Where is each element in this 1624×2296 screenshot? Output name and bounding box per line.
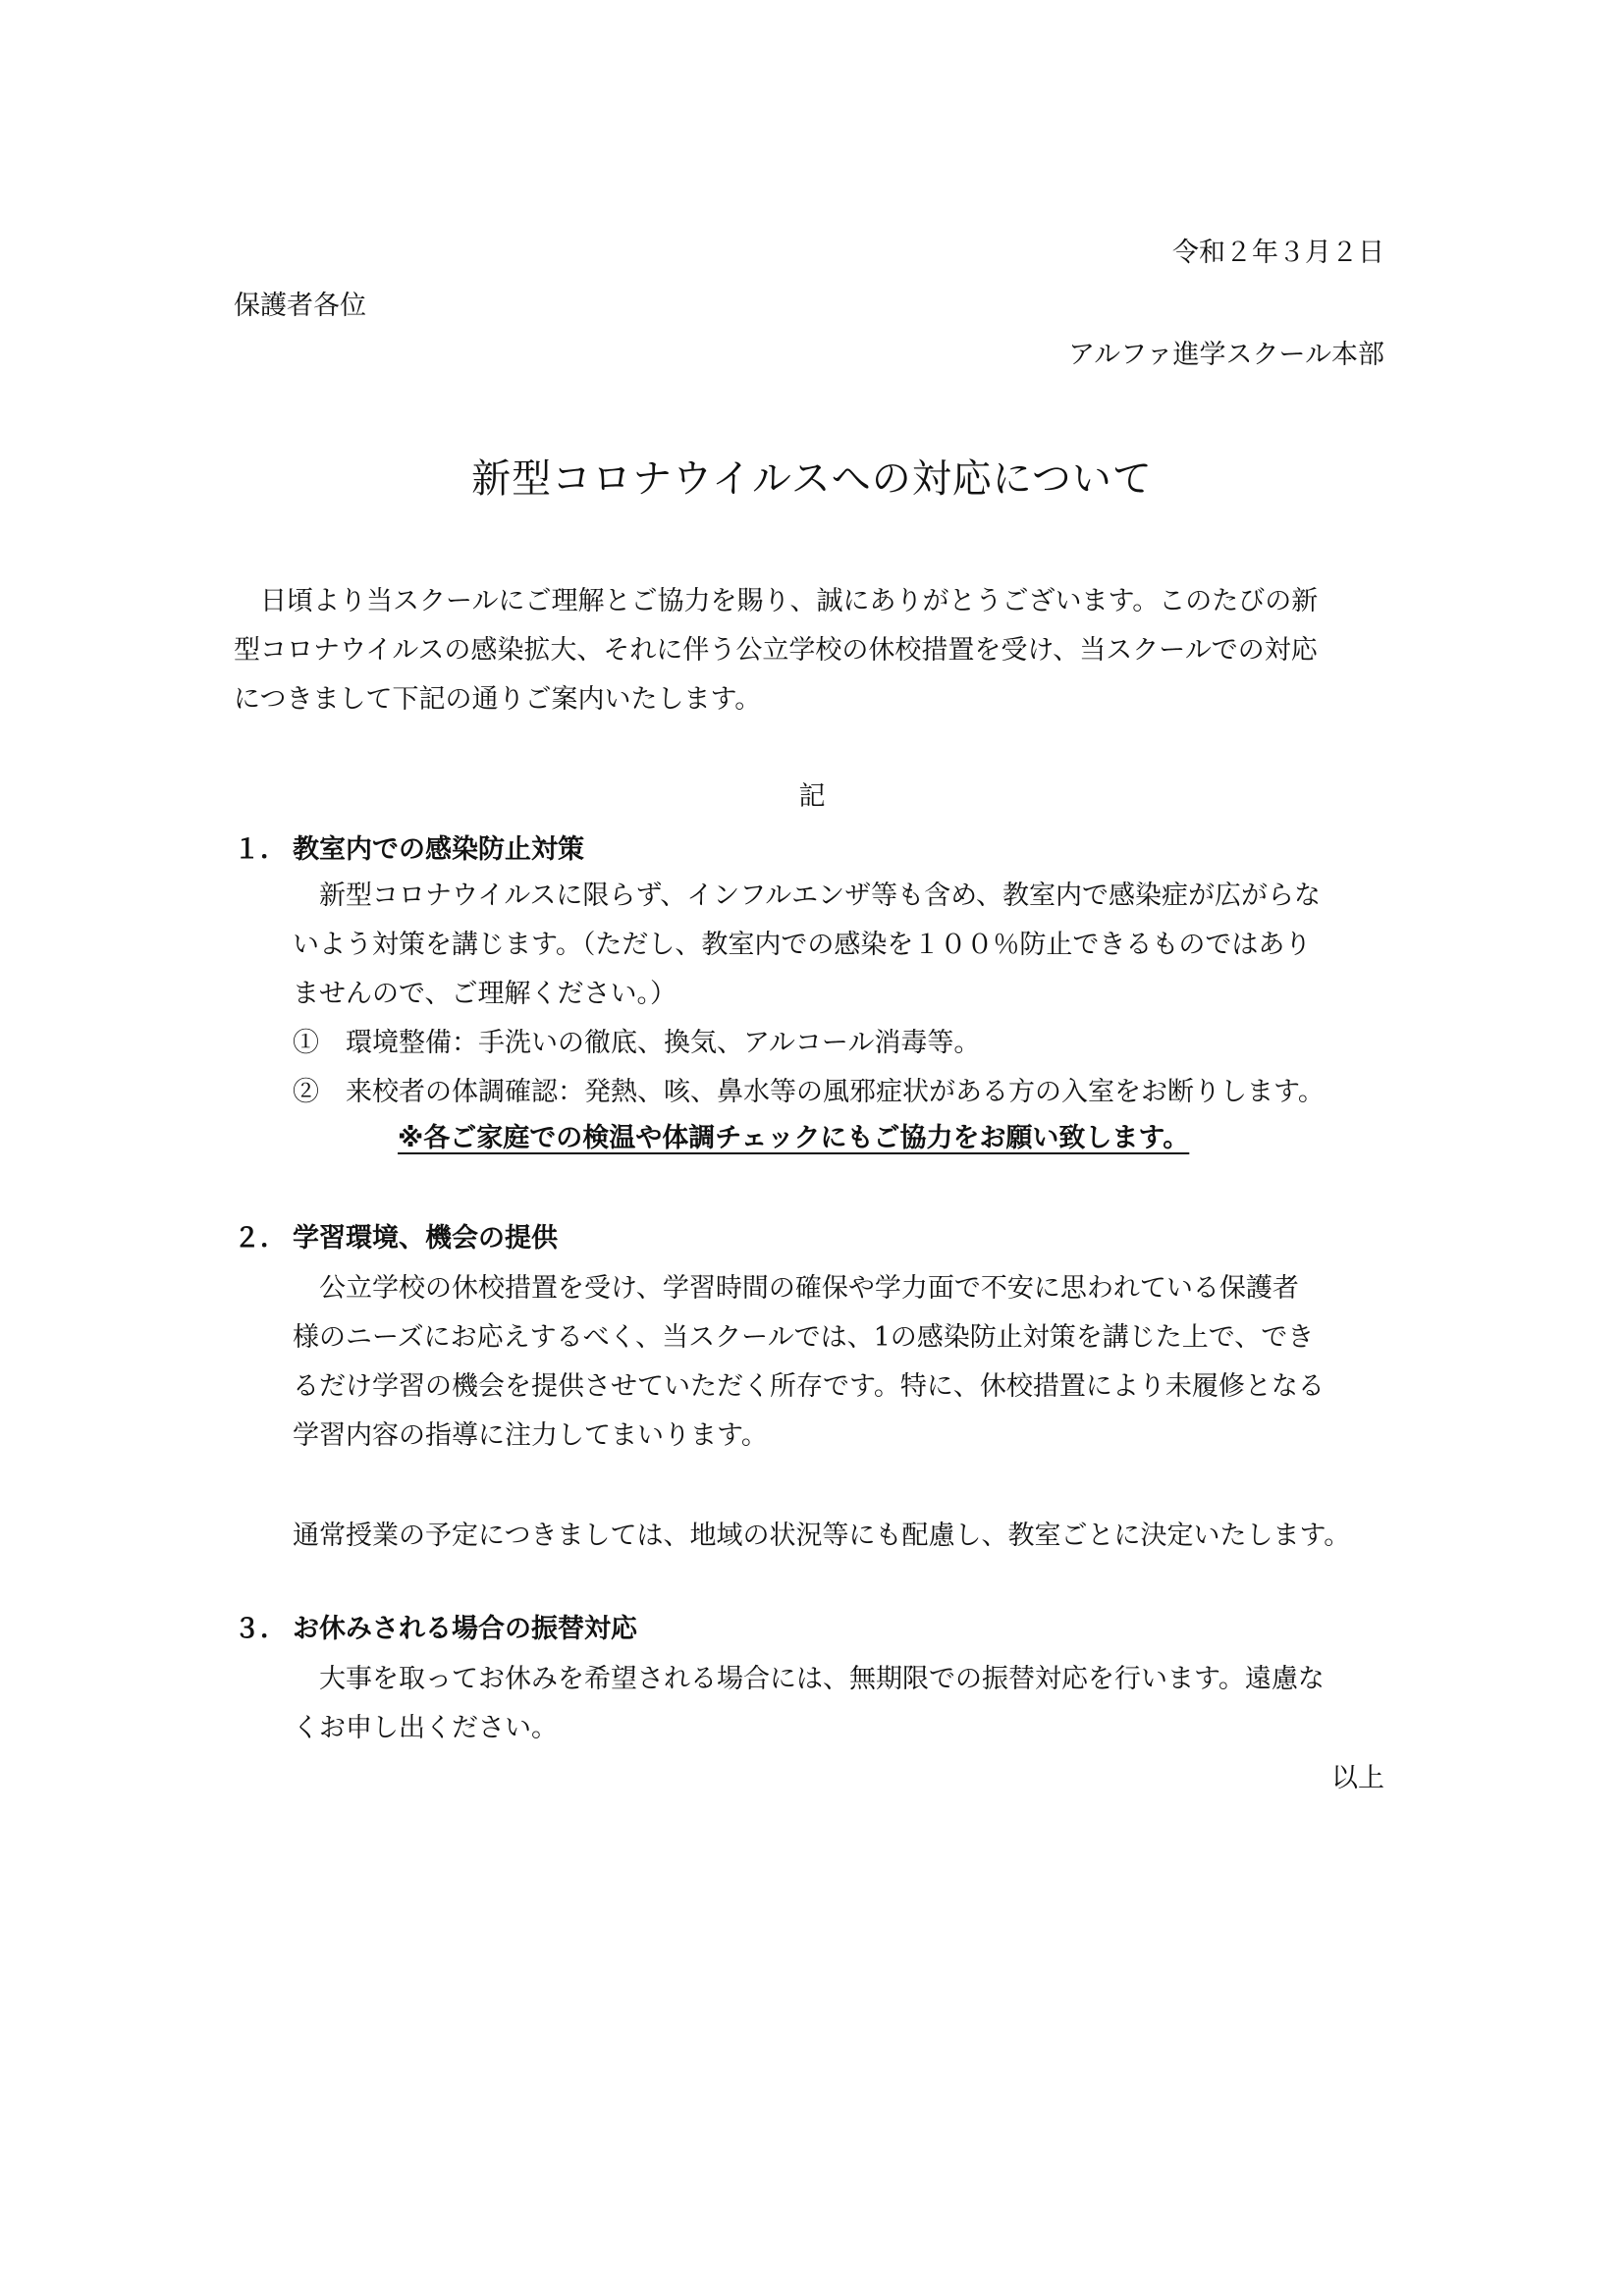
- section-title: 教室内での感染防止対策: [293, 834, 584, 865]
- body-line: 学習内容の指導に注力してまいります。: [293, 1420, 768, 1451]
- body-line: 新型コロナウイルスに限らず、インフルエンザ等も含め、教室内で感染症が広がらな: [293, 881, 1322, 911]
- section-number: ３．: [234, 1614, 287, 1644]
- closing-word: 以上: [1331, 1763, 1384, 1793]
- intro-paragraph: [234, 577, 1392, 724]
- section-1-heading: [234, 830, 584, 870]
- section-title: 学習環境、機会の提供: [293, 1223, 558, 1254]
- body-line: 様のニーズにお応えするべく、当スクールでは、1の感染防止対策を講じた上で、でき: [293, 1322, 1315, 1353]
- list-item-2: ② 来校者の体調確認：発熱、咳、鼻水等の風邪症状がある方の入室をお断りします。: [293, 1077, 1325, 1107]
- section-1-body: [293, 872, 1325, 1117]
- section-2-body: [293, 1264, 1325, 1461]
- section-3-body: [293, 1655, 1325, 1753]
- section-2-extra: [293, 1512, 1350, 1561]
- body-line: いよう対策を講じます。（ただし、教室内での感染を１００％防止できるものではあり: [293, 930, 1312, 960]
- section-2-heading: [234, 1219, 558, 1258]
- emphasis-note: ※各ご家庭での検温や体調チェックにもご協力をお願い致します。: [398, 1123, 1190, 1153]
- body-line: 大事を取ってお休みを希望される場合には、無期限での振替対応を行います。遠慮な: [293, 1664, 1325, 1694]
- intro-line: 型コロナウイルスの感染拡大、それに伴う公立学校の休校措置を受け、当スクールでの対応: [234, 635, 1318, 666]
- sender-name: アルファ進学スクール本部: [1068, 340, 1384, 370]
- intro-line: 日頃より当スクールにご理解とご協力を賜り、誠にありがとうございます。このたびの新: [234, 586, 1319, 616]
- body-line: くお申し出ください。: [293, 1713, 558, 1743]
- ki-label: 記: [798, 781, 826, 812]
- intro-line: につきまして下記の通りご案内いたします。: [234, 684, 762, 715]
- document-title: 新型コロナウイルスへの対応について: [471, 456, 1153, 502]
- section-title: お休みされる場合の振替対応: [293, 1614, 637, 1644]
- body-line: 公立学校の休校措置を受け、学習時間の確保や学力面で不安に思われている保護者: [293, 1273, 1299, 1304]
- document-date: 令和２年３月２日: [1172, 238, 1384, 268]
- section-3-heading: [234, 1610, 637, 1649]
- body-line: ませんので、ご理解ください。）: [293, 979, 677, 1009]
- section-number: １．: [234, 834, 287, 865]
- addressee: 保護者各位: [234, 291, 366, 321]
- section-number: ２．: [234, 1223, 287, 1254]
- body-line: るだけ学習の機会を提供させていただく所存です。特に、休校措置により未履修となる: [293, 1371, 1325, 1402]
- body-line: 通常授業の予定につきましては、地域の状況等にも配慮し、教室ごとに決定いたします。: [293, 1521, 1351, 1551]
- list-item-1: ① 環境整備：手洗いの徹底、換気、アルコール消毒等。: [293, 1028, 981, 1058]
